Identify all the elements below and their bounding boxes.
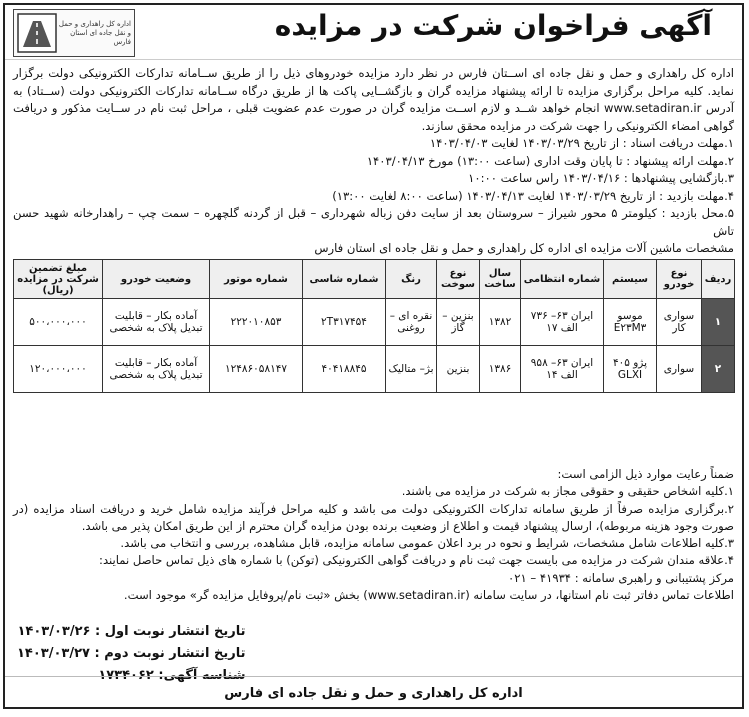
- organization-logo: [13, 9, 135, 57]
- intro-paragraph: اداره کل راهداری و حمل و نقل جاده ای اســتان فارس در نظر دارد مزایده خودروهای ذیل را از طریق ســامانه تدارکات الکترونیکی دولت برگزار نماید. کلیه مراحل برگزاری مزایده تا ارائه پیشنهاد مزایده گران و بازگشــایی پاکت ها از طریق درگاه ســامانه تدارکات الکترونیکی دولت (ســتاد) به آدرس www.setadiran.ir انجام خواهد شــد و لازم اســت مزایده گران در صورت عدم عضویت قبلی ، مراحل ثبت نام در ســایت مذکور و دریافت گواهی امضاء الکترونیکی را جهت شرکت در مزایده محقق سازند.: [13, 66, 734, 133]
- visit-period: ۴.مهلت بازدید : از تاریخ ۱۴۰۳/۰۳/۲۹ لغایت ۱۴۰۳/۰۴/۱۳ (ساعت ۸:۰۰ لغایت ۱۳:۰۰): [332, 188, 734, 203]
- note-item: ۲.برگزاری مزایده صرفاً از طریق سامانه تدارکات الکترونیکی دولت می باشد و کلیه مراحل فرآیند مزایده شامل خرید و دریافت اسناد مزایده (در صورت وجود هزینه مربوطه)، ارسال پیشنهاد قیمت و اطلاع از وضعیت برنده بودن مزایده گران محترم از این طریق امکان پذیر می باشد.: [13, 501, 734, 533]
- column-header: رنگ: [386, 260, 437, 299]
- table-cell: بژ– متالیک: [386, 346, 437, 393]
- table-cell: سواری: [657, 346, 702, 393]
- table-row: [14, 346, 735, 393]
- table-cell: موسو E۲۳M۳: [604, 299, 657, 346]
- auction-notice: [3, 3, 744, 709]
- column-header: وضعیت خودرو: [103, 260, 210, 299]
- note-item: ۴.علاقه مندان شرکت در مزایده می بایست جهت ثبت نام و دریافت گواهی الکترونیکی (توکن) با شماره های ذیل تماس حاصل نمایند:: [99, 553, 734, 568]
- second-publication-date: تاریخ انتشار نوبت دوم : ۱۴۰۳/۰۳/۲۷: [17, 646, 246, 661]
- table-cell: ایران ۶۳– ۷۳۶ الف ۱۷: [521, 299, 604, 346]
- column-header: شماره شاسی: [303, 260, 386, 299]
- table-cell: پژو ۴۰۵ GLXI: [604, 346, 657, 393]
- table-row: [14, 299, 735, 346]
- page-title: آگهی فراخوان شرکت در مزایده: [274, 9, 712, 42]
- support-center: مرکز پشتیبانی و راهبری سامانه : ۴۱۹۳۴ – ۰۲۱: [508, 570, 734, 585]
- table-cell: ۱۲۰،۰۰۰،۰۰۰: [14, 346, 103, 393]
- logo-text: اداره کل راهداری و حمل و نقل جاده ای استان فارس: [58, 19, 131, 46]
- column-header: شماره انتظامی: [521, 260, 604, 299]
- table-cell: ۴۰۴۱۸۸۴۵: [303, 346, 386, 393]
- visit-location: ۵.محل بازدید : کیلومتر ۵ محور شیراز – سروستان بعد از سایت دفن زباله شهرداری – قبل از گردنه گلچهره – سمت چپ – راهدارخانه شهید حسن تاش: [13, 206, 735, 238]
- notes-section: [13, 466, 734, 604]
- table-cell: آماده بکار – قابلیت تبدیل پلاک به شخصی: [103, 346, 210, 393]
- deadline-proposal: ۲.مهلت ارائه پیشنهاد : تا پایان وقت اداری (ساعت ۱۳:۰۰) مورخ ۱۴۰۳/۰۴/۱۳: [366, 153, 734, 168]
- table-header-row: [14, 260, 735, 299]
- note-item: ۱.کلیه اشخاص حقیقی و حقوقی مجاز به شرکت در مزایده می باشند.: [401, 484, 734, 499]
- table-cell: بنزین: [437, 346, 480, 393]
- table-cell: آماده بکار – قابلیت تبدیل پلاک به شخصی: [103, 299, 210, 346]
- intro-section: [13, 65, 734, 258]
- table-cell: ۲۲۲۰۱۰۸۵۳: [210, 299, 303, 346]
- column-header: مبلغ تضمین شرکت در مزایده (ریال): [14, 260, 103, 299]
- notes-heading: ضمناً رعایت موارد ذیل الزامی است:: [557, 467, 734, 481]
- table-caption: مشخصات ماشین آلات مزایده ای اداره کل راهداری و حمل و نقل جاده ای استان فارس: [314, 241, 734, 255]
- footer-organization: اداره کل راهداری و حمل و نقل جاده ای فارس: [224, 686, 523, 701]
- column-header: نوع سوخت: [437, 260, 480, 299]
- table-cell: ۱۳۸۶: [480, 346, 521, 393]
- column-header: سیستم: [604, 260, 657, 299]
- table-cell: ۱۲۴۸۶۰۵۸۱۴۷: [210, 346, 303, 393]
- first-publication-date: تاریخ انتشار نوبت اول : ۱۴۰۳/۰۳/۲۶: [17, 624, 246, 639]
- header: [5, 5, 742, 60]
- table-cell: ۲: [702, 346, 735, 393]
- column-header: شماره موتور: [210, 260, 303, 299]
- column-header: ردیف: [702, 260, 735, 299]
- table-cell: سواری کار: [657, 299, 702, 346]
- column-header: نوع خودرو: [657, 260, 702, 299]
- footer-divider: [5, 676, 742, 677]
- table-cell: ۱۳۸۲: [480, 299, 521, 346]
- table-cell: ۱: [702, 299, 735, 346]
- table-cell: بنزین – گاز: [437, 299, 480, 346]
- deadline-documents: ۱.مهلت دریافت اسناد : از تاریخ ۱۴۰۳/۰۳/۲۹ لغایت ۱۴۰۳/۰۴/۰۳: [429, 136, 734, 150]
- publication-dates: [17, 621, 246, 687]
- column-header: سال ساخت: [480, 260, 521, 299]
- table-cell: نقره ای –روغنی: [386, 299, 437, 346]
- table-cell: ایران ۶۳– ۹۵۸ الف ۱۴: [521, 346, 604, 393]
- opening-date: ۳.بازگشایی پیشنهادها : ۱۴۰۳/۰۴/۱۶ راس ساعت ۱۰:۰۰: [468, 171, 734, 185]
- contact-info: اطلاعات تماس دفاتر ثبت نام استانها، در سایت سامانه (www.setadiran.ir) بخش «ثبت نام/پروفایل مزایده گر» موجود است.: [123, 588, 734, 603]
- table-cell: ۵۰۰،۰۰۰،۰۰۰: [14, 299, 103, 346]
- notice-id: شناسه آگهی: ۱۷۳۴۰۶۲: [98, 668, 246, 683]
- vehicles-table: [13, 259, 735, 393]
- road-logo-icon: [17, 13, 57, 53]
- table-cell: ۲T۳۱۷۴۵۴: [303, 299, 386, 346]
- note-item: ۳.کلیه اطلاعات شامل مشخصات، شرایط و نحوه در برد اعلان عمومی سامانه مزایده، قابل مشاهده، بررسی و انتخاب می باشد.: [120, 536, 734, 551]
